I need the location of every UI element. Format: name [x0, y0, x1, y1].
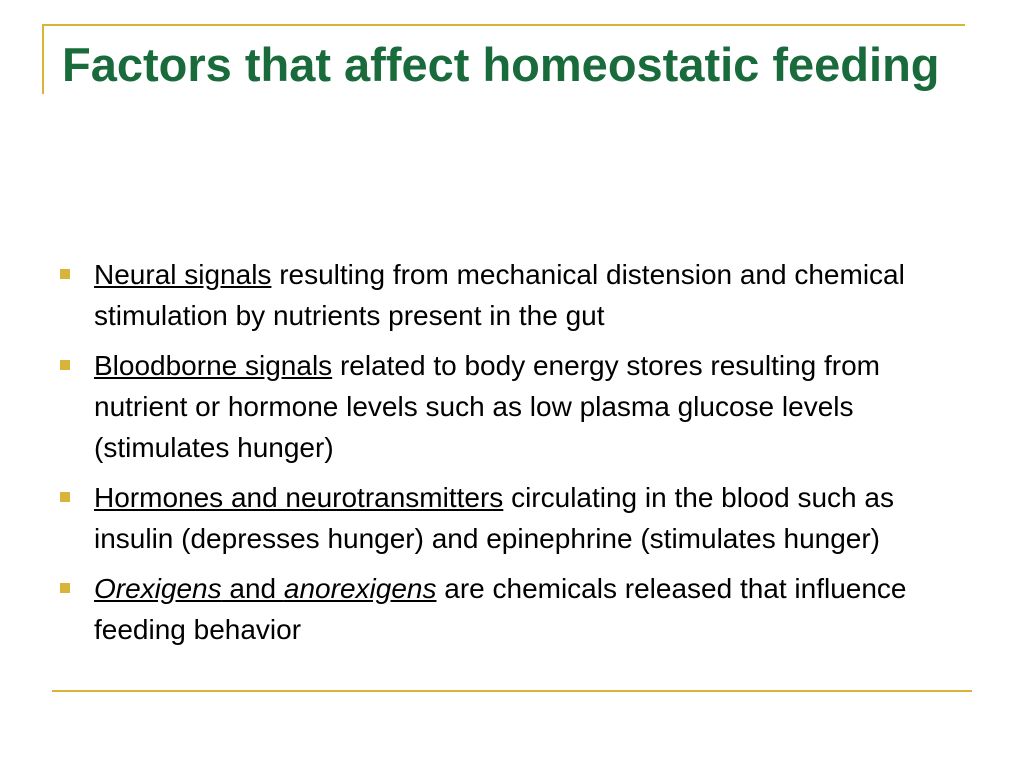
bullet-lead-term: Bloodborne signals [94, 350, 333, 381]
bottom-border-line [52, 690, 972, 692]
bullet-orexigens [56, 568, 956, 650]
bullet-text: related to body energy stores resulting from nutrient or hormone levels such as low plasma glucose levels (stimulates hunger) [94, 350, 881, 463]
bullet-list [56, 254, 956, 659]
bullet-lead-term: Hormones and neurotransmitters [94, 482, 504, 513]
top-border-line [42, 24, 965, 26]
square-bullet-icon [60, 269, 70, 279]
bullet-lead-term-anorexigens: anorexigens [283, 573, 437, 604]
bullet-bloodborne-signals [56, 345, 956, 468]
bullet-text: are chemicals released that influence feeding behavior [94, 573, 907, 645]
bullet-lead-term-orexigens: Orexigens [94, 573, 222, 604]
square-bullet-icon [60, 492, 70, 502]
bullet-neural-signals [56, 254, 956, 336]
slide-title: Factors that affect homeostatic feeding [62, 38, 940, 91]
bullet-lead-term: Neural signals [94, 259, 272, 290]
left-border-line [42, 24, 44, 94]
bullet-text: circulating in the blood such as insulin (depresses hunger) and epinephrine (stimulates hunger) [94, 482, 894, 554]
bullet-connector: and [221, 573, 284, 604]
square-bullet-icon [60, 583, 70, 593]
square-bullet-icon [60, 360, 70, 370]
bullet-hormones [56, 477, 956, 559]
bullet-text: resulting from mechanical distension and chemical stimulation by nutrients present in the gut [94, 259, 905, 331]
